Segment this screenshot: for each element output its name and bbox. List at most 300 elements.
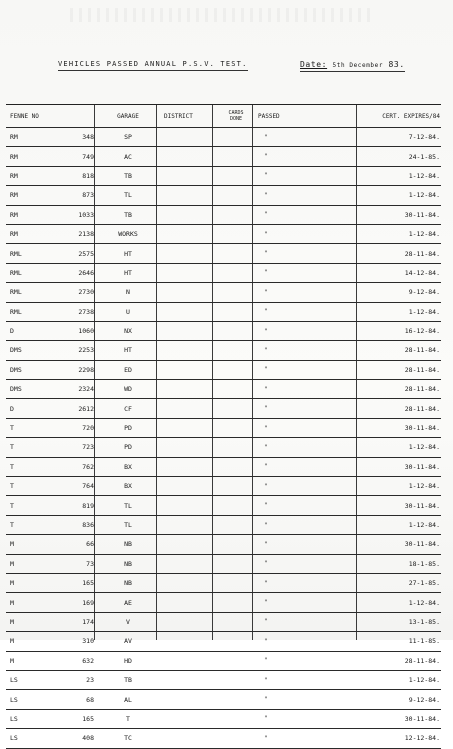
row-garage: TC (124, 734, 132, 743)
ditto-mark: " (264, 172, 268, 180)
row-garage: TB (124, 676, 132, 685)
ditto-mark: " (264, 502, 268, 510)
row-fleet-number: 310 (82, 637, 94, 646)
ditto-mark: " (264, 463, 268, 471)
row-cert-expiry: 9-12-84. (408, 695, 440, 704)
row-fleet-number: 873 (82, 191, 94, 200)
row-fleet-number: 2253 (78, 346, 94, 355)
row-district (164, 361, 214, 379)
table-row (6, 535, 441, 554)
row-passed (258, 264, 358, 282)
row-cert-expiry: 1-12-84. (408, 482, 440, 491)
row-cards-done (216, 438, 256, 456)
row-cards-done (216, 303, 256, 321)
row-passed (258, 632, 358, 650)
row-district (164, 380, 214, 398)
ditto-mark: " (264, 579, 268, 587)
row-cert-expiry: 24-1-85. (408, 152, 440, 161)
row-vehicle-type: T (10, 501, 14, 510)
row-cards-done (216, 380, 256, 398)
table-row (6, 458, 441, 477)
ditto-mark: " (264, 637, 268, 645)
row-fleet-number: 2612 (78, 404, 94, 413)
row-district (164, 516, 214, 534)
ditto-mark: " (264, 191, 268, 199)
row-cards-done (216, 244, 256, 262)
row-vehicle-type: RM (10, 191, 18, 200)
ditto-mark: " (264, 676, 268, 684)
row-fleet-number: 762 (82, 462, 94, 471)
table-row (6, 496, 441, 515)
row-cert-expiry: 1-12-84. (408, 676, 440, 685)
row-fleet-number: 1033 (78, 210, 94, 219)
row-district (164, 671, 214, 689)
row-cert-expiry: 13-1-85. (408, 617, 440, 626)
row-vehicle-type: RML (10, 249, 22, 258)
row-fleet-number: 819 (82, 501, 94, 510)
row-district (164, 186, 214, 204)
row-vehicle-type: RM (10, 210, 18, 219)
table-row (6, 128, 441, 147)
row-garage: T (126, 714, 130, 723)
row-fleet-number: 764 (82, 482, 94, 491)
row-cert-expiry: 12-12-84. (404, 734, 440, 743)
row-garage: AL (124, 695, 132, 704)
table-row (6, 632, 441, 651)
row-vehicle-type: RML (10, 268, 22, 277)
row-cards-done (216, 516, 256, 534)
row-cards-done (216, 613, 256, 631)
row-cards-done (216, 147, 256, 165)
ditto-mark: " (264, 734, 268, 742)
row-fleet-number: 2138 (78, 230, 94, 239)
row-district (164, 574, 214, 592)
row-district (164, 303, 214, 321)
row-vehicle-type: M (10, 617, 14, 626)
ditto-mark: " (264, 540, 268, 548)
row-cards-done (216, 186, 256, 204)
header-cards-done (216, 105, 256, 127)
ditto-mark: " (264, 443, 268, 451)
row-vehicle-type: DMS (10, 365, 22, 374)
ditto-mark: " (264, 366, 268, 374)
row-garage: WD (124, 385, 132, 394)
row-district (164, 613, 214, 631)
ditto-mark: " (264, 560, 268, 568)
row-passed (258, 167, 358, 185)
row-cards-done (216, 322, 256, 340)
row-fleet-number: 723 (82, 443, 94, 452)
table-row (6, 555, 441, 574)
table-header-row (6, 105, 441, 128)
row-cert-expiry: 16-12-84. (404, 327, 440, 336)
ditto-mark: " (264, 424, 268, 432)
row-vehicle-type: RM (10, 230, 18, 239)
row-garage: TB (124, 171, 132, 180)
row-fleet-number: 408 (82, 734, 94, 743)
row-passed (258, 283, 358, 301)
row-district (164, 458, 214, 476)
row-vehicle-type: T (10, 521, 14, 529)
table-row (6, 399, 441, 418)
row-cert-expiry: 11-1-85. (408, 637, 440, 646)
table-row (6, 574, 441, 593)
row-passed (258, 361, 358, 379)
row-cert-expiry: 30-11-84. (404, 714, 440, 723)
row-vehicle-type: M (10, 598, 14, 607)
row-passed (258, 419, 358, 437)
row-cert-expiry: 1-12-84. (408, 171, 440, 180)
row-cards-done (216, 729, 256, 747)
ditto-mark: " (264, 288, 268, 296)
table-row (6, 186, 441, 205)
row-passed (258, 303, 358, 321)
header-garage: GARAGE (117, 112, 139, 120)
date-year: 83. (388, 60, 405, 69)
table-row (6, 729, 441, 748)
row-passed (258, 458, 358, 476)
row-garage: BX (124, 482, 132, 491)
row-cert-expiry: 28-11-84. (404, 365, 440, 374)
table-row (6, 593, 441, 612)
row-garage: AE (124, 598, 132, 607)
row-garage: AV (124, 637, 132, 646)
row-district (164, 535, 214, 553)
row-cards-done (216, 535, 256, 553)
row-cards-done (216, 632, 256, 650)
date-value: 5th December (332, 62, 384, 69)
table-row (6, 244, 441, 263)
row-passed (258, 555, 358, 573)
row-passed (258, 244, 358, 262)
row-cert-expiry: 1-12-84. (408, 307, 440, 316)
row-passed (258, 729, 358, 747)
row-garage: TL (124, 521, 132, 529)
ditto-mark: " (264, 482, 268, 490)
row-vehicle-type: RM (10, 171, 18, 180)
row-district (164, 147, 214, 165)
row-fleet-number: 174 (82, 617, 94, 626)
row-fleet-number: 720 (82, 424, 94, 433)
row-garage: NB (124, 579, 132, 588)
row-district (164, 167, 214, 185)
row-fleet-number: 66 (86, 540, 94, 549)
row-cert-expiry: 30-11-84. (404, 540, 440, 549)
ditto-mark: " (264, 696, 268, 704)
table-row (6, 516, 441, 535)
ditto-mark: " (264, 599, 268, 607)
row-garage: HD (124, 656, 132, 665)
row-cert-expiry: 18-1-85. (408, 559, 440, 568)
ditto-mark: " (264, 269, 268, 277)
row-district (164, 419, 214, 437)
table-row (6, 361, 441, 380)
row-passed (258, 186, 358, 204)
row-vehicle-type: M (10, 656, 14, 665)
row-garage: NB (124, 540, 132, 549)
row-cards-done (216, 225, 256, 243)
row-district (164, 283, 214, 301)
row-vehicle-type: T (10, 443, 14, 452)
row-cert-expiry: 14-12-84. (404, 268, 440, 277)
row-passed (258, 690, 358, 708)
row-vehicle-type: T (10, 482, 14, 491)
row-passed (258, 535, 358, 553)
row-fleet-number: 2738 (78, 307, 94, 316)
header-cert-expires: CERT. EXPIRES/84 (382, 112, 440, 120)
row-cards-done (216, 341, 256, 359)
row-vehicle-type: DMS (10, 385, 22, 394)
row-cards-done (216, 283, 256, 301)
ditto-mark: " (264, 230, 268, 238)
row-cards-done (216, 710, 256, 728)
row-passed (258, 322, 358, 340)
row-garage: TL (124, 191, 132, 200)
row-passed (258, 710, 358, 728)
row-cards-done (216, 593, 256, 611)
row-cards-done (216, 574, 256, 592)
row-district (164, 690, 214, 708)
table-row (6, 283, 441, 302)
table-row (6, 671, 441, 690)
row-garage: SP (124, 133, 132, 142)
row-vehicle-type: LS (10, 714, 18, 723)
row-garage: TL (124, 501, 132, 510)
paper-scuff (70, 8, 370, 22)
row-cards-done (216, 419, 256, 437)
row-district (164, 244, 214, 262)
row-cards-done (216, 496, 256, 514)
row-vehicle-type: LS (10, 695, 18, 704)
vehicle-table (6, 104, 441, 749)
ditto-mark: " (264, 250, 268, 258)
row-cards-done (216, 399, 256, 417)
row-fleet-number: 73 (86, 559, 94, 568)
ditto-mark: " (264, 521, 268, 529)
row-garage: PD (124, 443, 132, 452)
table-row (6, 652, 441, 671)
ditto-mark: " (264, 618, 268, 626)
table-row (6, 303, 441, 322)
row-passed (258, 652, 358, 670)
row-vehicle-type: RM (10, 152, 18, 161)
row-cards-done (216, 477, 256, 495)
row-garage: U (126, 307, 130, 316)
row-cert-expiry: 28-11-84. (404, 404, 440, 413)
row-garage: NX (124, 327, 132, 336)
row-cert-expiry: 28-11-84. (404, 656, 440, 665)
row-vehicle-type: M (10, 637, 14, 646)
row-district (164, 225, 214, 243)
row-vehicle-type: RML (10, 288, 22, 297)
row-passed (258, 206, 358, 224)
row-cert-expiry: 1-12-84. (408, 598, 440, 607)
row-vehicle-type: RM (10, 133, 18, 142)
table-body (6, 128, 441, 749)
row-district (164, 477, 214, 495)
row-vehicle-type: D (10, 327, 14, 336)
row-cards-done (216, 458, 256, 476)
row-garage: TB (124, 210, 132, 219)
row-cert-expiry: 30-11-84. (404, 462, 440, 471)
row-cert-expiry: 9-12-84. (408, 288, 440, 297)
row-district (164, 322, 214, 340)
row-fleet-number: 165 (82, 579, 94, 588)
row-cards-done (216, 264, 256, 282)
row-cert-expiry: 7-12-84. (408, 133, 440, 142)
row-passed (258, 574, 358, 592)
row-passed (258, 477, 358, 495)
row-cards-done (216, 555, 256, 573)
row-fleet-number: 2575 (78, 249, 94, 258)
row-cert-expiry: 1-12-84. (408, 443, 440, 452)
row-district (164, 652, 214, 670)
row-garage: V (126, 617, 130, 626)
row-passed (258, 671, 358, 689)
row-district (164, 341, 214, 359)
row-cert-expiry: 27-1-85. (408, 579, 440, 588)
row-cert-expiry: 28-11-84. (404, 346, 440, 355)
row-garage: HT (124, 346, 132, 355)
row-fleet-number: 632 (82, 656, 94, 665)
row-garage: CF (124, 404, 132, 413)
row-garage: PD (124, 424, 132, 433)
row-district (164, 593, 214, 611)
table-row (6, 147, 441, 166)
header-district: DISTRICT (164, 112, 193, 120)
row-passed (258, 128, 358, 146)
row-district (164, 206, 214, 224)
ditto-mark: " (264, 657, 268, 665)
ditto-mark: " (264, 385, 268, 393)
date-field (300, 60, 405, 72)
row-passed (258, 496, 358, 514)
ditto-mark: " (264, 133, 268, 141)
row-passed (258, 380, 358, 398)
date-label: Date: (300, 60, 328, 69)
row-vehicle-type: M (10, 559, 14, 568)
row-vehicle-type: T (10, 424, 14, 433)
row-cert-expiry: 1-12-84. (408, 521, 440, 529)
table-row (6, 477, 441, 496)
row-cert-expiry: 30-11-84. (404, 424, 440, 433)
row-passed (258, 147, 358, 165)
row-cards-done (216, 652, 256, 670)
row-vehicle-type: T (10, 462, 14, 471)
table-row (6, 225, 441, 244)
row-vehicle-type: RML (10, 307, 22, 316)
row-district (164, 555, 214, 573)
row-passed (258, 593, 358, 611)
row-district (164, 399, 214, 417)
row-fleet-number: 2324 (78, 385, 94, 394)
ditto-mark: " (264, 327, 268, 335)
header-cards-line2: DONE (229, 116, 243, 122)
row-cert-expiry: 30-11-84. (404, 501, 440, 510)
table-row (6, 690, 441, 709)
row-garage: ED (124, 365, 132, 374)
row-passed (258, 225, 358, 243)
row-district (164, 729, 214, 747)
row-fleet-number: 165 (82, 714, 94, 723)
row-garage: N (126, 288, 130, 297)
table-row (6, 419, 441, 438)
document-title: VEHICLES PASSED ANNUAL P.S.V. TEST. (58, 60, 248, 71)
row-district (164, 128, 214, 146)
row-passed (258, 399, 358, 417)
row-fleet-number: 68 (86, 695, 94, 704)
row-passed (258, 438, 358, 456)
ditto-mark: " (264, 346, 268, 354)
row-cards-done (216, 167, 256, 185)
row-vehicle-type: D (10, 404, 14, 413)
table-row (6, 322, 441, 341)
table-row (6, 341, 441, 360)
row-vehicle-type: LS (10, 734, 18, 743)
row-fleet-number: 2298 (78, 365, 94, 374)
row-cert-expiry: 30-11-84. (404, 210, 440, 219)
row-vehicle-type: M (10, 540, 14, 549)
table-row (6, 167, 441, 186)
ditto-mark: " (264, 405, 268, 413)
header-fleet-no: FENNE NO (10, 112, 39, 120)
row-fleet-number: 348 (82, 133, 94, 142)
row-cert-expiry: 28-11-84. (404, 385, 440, 394)
row-garage: HT (124, 249, 132, 258)
row-passed (258, 516, 358, 534)
header-cards-line1: CARDS (228, 110, 244, 116)
row-fleet-number: 836 (82, 521, 94, 529)
row-district (164, 264, 214, 282)
row-passed (258, 613, 358, 631)
table-row (6, 438, 441, 457)
row-cards-done (216, 671, 256, 689)
table-row (6, 710, 441, 729)
row-cards-done (216, 128, 256, 146)
table-row (6, 613, 441, 632)
row-vehicle-type: LS (10, 676, 18, 685)
row-vehicle-type: DMS (10, 346, 22, 355)
row-fleet-number: 2730 (78, 288, 94, 297)
row-fleet-number: 818 (82, 171, 94, 180)
table-row (6, 380, 441, 399)
row-district (164, 632, 214, 650)
row-district (164, 438, 214, 456)
row-cards-done (216, 206, 256, 224)
row-garage: NB (124, 559, 132, 568)
table-row (6, 264, 441, 283)
row-fleet-number: 1060 (78, 327, 94, 336)
row-cert-expiry: 1-12-84. (408, 191, 440, 200)
row-fleet-number: 2646 (78, 268, 94, 277)
table-row (6, 206, 441, 225)
row-district (164, 710, 214, 728)
row-cert-expiry: 1-12-84. (408, 230, 440, 239)
row-fleet-number: 749 (82, 152, 94, 161)
ditto-mark: " (264, 153, 268, 161)
row-garage: WORKS (118, 230, 138, 239)
row-vehicle-type: M (10, 579, 14, 588)
ditto-mark: " (264, 308, 268, 316)
row-garage: BX (124, 462, 132, 471)
row-cards-done (216, 690, 256, 708)
ditto-mark: " (264, 715, 268, 723)
row-cert-expiry: 28-11-84. (404, 249, 440, 258)
row-passed (258, 341, 358, 359)
row-garage: AC (124, 152, 132, 161)
row-fleet-number: 23 (86, 676, 94, 685)
row-district (164, 496, 214, 514)
